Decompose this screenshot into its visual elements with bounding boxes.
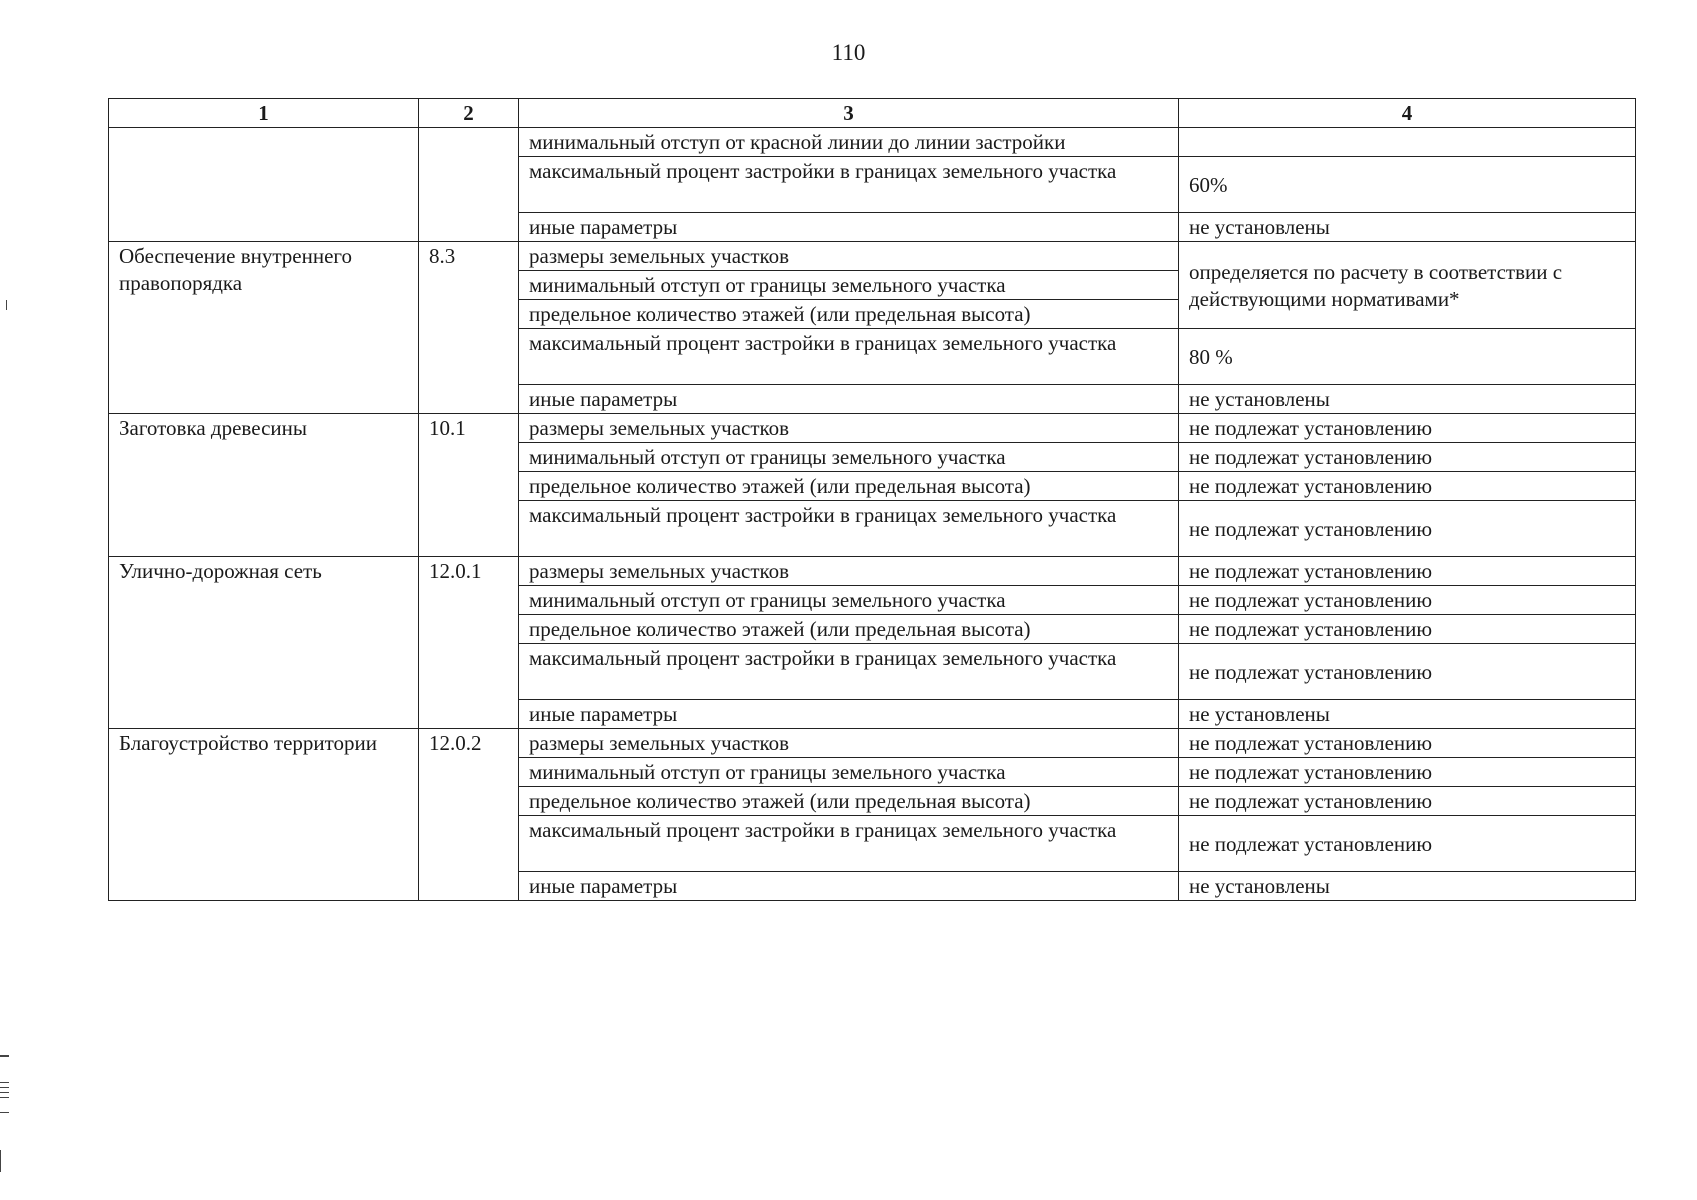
parameter-cell: максимальный процент застройки в границах земельного участка [519,329,1179,385]
land-use-name-cell: Заготовка древесины [109,414,419,557]
value-cell: не подлежат установлению [1179,501,1636,557]
value-cell: не подлежат установлению [1179,443,1636,472]
value-cell: не подлежат установлению [1179,787,1636,816]
parameter-cell: минимальный отступ от границы земельного участка [519,586,1179,615]
value-cell: не подлежат установлению [1179,586,1636,615]
land-use-code-cell [419,128,519,242]
value-cell: не установлены [1179,385,1636,414]
parameter-cell: минимальный отступ от границы земельного участка [519,443,1179,472]
value-cell: 80 % [1179,329,1636,385]
land-use-code-cell: 12.0.2 [419,729,519,901]
value-cell: не подлежат установлению [1179,644,1636,700]
scan-margin-mark [0,1087,9,1088]
parameter-cell: предельное количество этажей (или предельная высота) [519,615,1179,644]
scan-margin-mark [0,1055,9,1057]
land-use-name-cell: Обеспечение внутреннего правопорядка [109,242,419,414]
land-use-name-cell: Благоустройство территории [109,729,419,901]
value-cell: не подлежат установлению [1179,615,1636,644]
page-number: 110 [831,40,866,65]
scan-margin-mark [0,1097,9,1098]
scan-margin-mark [0,1082,9,1083]
table-row [109,414,1636,443]
value-cell: не подлежат установлению [1179,557,1636,586]
column-header-2: 2 [419,99,519,128]
parameter-cell: предельное количество этажей (или предельная высота) [519,300,1179,329]
land-use-code-cell: 8.3 [419,242,519,414]
parameter-cell: максимальный процент застройки в границах земельного участка [519,501,1179,557]
table-row [109,242,1636,271]
value-cell: определяется по расчету в соответствии с действующими нормативами* [1179,242,1636,329]
parameter-cell: минимальный отступ от границы земельного участка [519,758,1179,787]
parameter-cell: размеры земельных участков [519,414,1179,443]
column-header-3: 3 [519,99,1179,128]
parameter-cell: иные параметры [519,213,1179,242]
value-cell: не установлены [1179,213,1636,242]
table-row [109,128,1636,157]
column-header-4: 4 [1179,99,1636,128]
column-header-1: 1 [109,99,419,128]
parameter-cell: иные параметры [519,700,1179,729]
value-cell: не установлены [1179,872,1636,901]
land-use-name-cell: Улично-дорожная сеть [109,557,419,729]
value-cell: 60% [1179,157,1636,213]
value-cell: не установлены [1179,700,1636,729]
regulations-table [108,98,1636,901]
value-cell: не подлежат установлению [1179,758,1636,787]
parameter-cell: максимальный процент застройки в границах земельного участка [519,816,1179,872]
value-cell: не подлежат установлению [1179,472,1636,501]
scan-margin-mark [0,1092,9,1093]
parameter-cell: размеры земельных участков [519,729,1179,758]
parameter-cell: иные параметры [519,872,1179,901]
land-use-name-cell [109,128,419,242]
parameter-cell: минимальный отступ от границы земельного участка [519,271,1179,300]
value-cell [1179,128,1636,157]
value-cell: не подлежат установлению [1179,729,1636,758]
parameter-cell: минимальный отступ от красной линии до линии застройки [519,128,1179,157]
parameter-cell: максимальный процент застройки в границах земельного участка [519,644,1179,700]
parameter-cell: предельное количество этажей (или предельная высота) [519,472,1179,501]
value-cell: не подлежат установлению [1179,414,1636,443]
land-use-code-cell: 10.1 [419,414,519,557]
land-use-code-cell: 12.0.1 [419,557,519,729]
scan-margin-mark [0,1150,1,1172]
scan-margin-mark [6,300,7,310]
parameter-cell: размеры земельных участков [519,242,1179,271]
parameter-cell: предельное количество этажей (или предельная высота) [519,787,1179,816]
parameter-cell: максимальный процент застройки в границах земельного участка [519,157,1179,213]
value-cell: не подлежат установлению [1179,816,1636,872]
scan-margin-mark [0,1112,9,1113]
parameter-cell: размеры земельных участков [519,557,1179,586]
table-header-row [109,99,1636,128]
parameter-cell: иные параметры [519,385,1179,414]
table-row [109,557,1636,586]
table-row [109,729,1636,758]
